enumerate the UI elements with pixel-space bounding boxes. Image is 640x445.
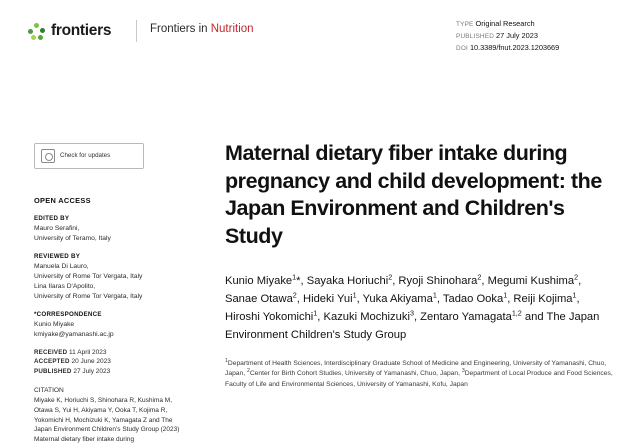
author-list: Kunio Miyake$^1$*, Sayaka Horiuchi$^2$, Ryoji Shinohara$^2$, Megumi Kushima$^2$, Sanae Otawa$^2$, Hideki Yui$^1$, Yuka Akiyama$^1$, Tadao Ooka$^1$, Reiji Kojima$^1$, Hiroshi Yokomichi$^1$, Kazuki Mochizuki$^3$, Zentaro Yamagata$^{1,2}$ and The Japan Environment Children's Study Group xyxy=(225,272,600,342)
left-metadata-column xyxy=(34,143,189,445)
citation-text: Miyake K, Horiuchi S, Shinohara R, Kushima M, Otawa S, Yui H, Akiyama Y, Ooka T, Kojima R, Yokomichi H, Mochizuki K, Yamagata Z and The Japan Environment Children's Study Group (2023) Maternal dietary fiber intake during xyxy=(34,397,180,444)
date-published-value: 27 July 2023 xyxy=(73,368,111,376)
reviewer-2-name: Lina Ilaras D'Apolito, xyxy=(34,282,96,290)
edited-by-name: Mauro Serafini, xyxy=(34,225,80,233)
reviewed-by-block xyxy=(34,252,189,302)
date-accepted-label: ACCEPTED xyxy=(34,358,70,366)
meta-value-type: Original Research xyxy=(475,19,535,28)
date-accepted-value: 20 June 2023 xyxy=(71,358,111,366)
correspondence-email[interactable]: kmiyake@yamanashi.ac.jp xyxy=(34,330,114,338)
reviewer-1-affiliation: University of Rome Tor Vergata, Italy xyxy=(34,272,143,280)
edited-by-label: EDITED BY xyxy=(34,215,70,223)
journal-title[interactable] xyxy=(150,23,254,35)
open-access-label: OPEN ACCESS xyxy=(34,196,91,205)
citation-label: CITATION xyxy=(34,386,64,394)
check-for-updates-label: Check for updates xyxy=(60,152,111,160)
date-received-value: 11 April 2023 xyxy=(69,348,107,356)
reviewed-by-label: REVIEWED BY xyxy=(34,253,81,261)
meta-row-published xyxy=(456,30,616,42)
correspondence-label: *CORRESPONDENCE xyxy=(34,310,102,318)
reviewer-1-name: Manuela Di Lauro, xyxy=(34,262,89,270)
correspondence-name: Kunio Miyake xyxy=(34,320,75,328)
meta-value-doi: 10.3389/fnut.2023.1203669 xyxy=(469,42,560,52)
edited-by-affiliation: University of Teramo, Italy xyxy=(34,235,111,243)
date-accepted xyxy=(34,357,189,367)
article-head xyxy=(225,140,615,391)
meta-key-published: PUBLISHED xyxy=(456,32,495,40)
article-meta xyxy=(456,18,616,54)
edited-by-block xyxy=(34,214,189,244)
meta-key-doi: DOI xyxy=(456,44,468,52)
date-received xyxy=(34,348,189,358)
meta-row-doi[interactable] xyxy=(456,42,616,54)
check-for-updates-badge[interactable] xyxy=(34,143,144,169)
meta-row-type xyxy=(456,18,616,30)
crossmark-icon xyxy=(41,149,55,163)
header-divider xyxy=(136,20,137,42)
journal-accent: Nutrition xyxy=(210,23,254,35)
date-published-label: PUBLISHED xyxy=(34,368,72,376)
affiliation-list: $^1$Department of Health Sciences, Interdisciplinary Graduate School of Medicine and Engineering, University of Yamanashi, Chuo, Japan, $^2$Center for Birth Cohort Studies, University of Yamanashi, Chuo, Japan, $^3$Department of Local Produce and Food Sciences, Faculty of Life and Environmental Sciences, University of Yamanashi, Kofu, Japan xyxy=(225,357,613,389)
page-title: Maternal dietary fiber intake during pregnancy and child development: the Japan Environment and Children's Study xyxy=(225,141,602,248)
meta-key-type: TYPE xyxy=(456,21,474,28)
frontiers-dots-icon xyxy=(28,23,45,40)
date-published xyxy=(34,367,189,377)
correspondence-block xyxy=(34,310,189,340)
journal-prefix: Frontiers in xyxy=(150,23,211,35)
frontiers-logo[interactable] xyxy=(28,22,111,40)
meta-value-published: 27 July 2023 xyxy=(496,30,538,40)
dates-block xyxy=(34,348,189,377)
brand-name: frontiers xyxy=(51,22,112,39)
citation-block xyxy=(34,386,189,445)
date-received-label: RECEIVED xyxy=(34,348,68,356)
reviewer-2-affiliation: University of Rome Tor Vergata, Italy xyxy=(34,292,143,300)
page-header xyxy=(28,19,616,56)
